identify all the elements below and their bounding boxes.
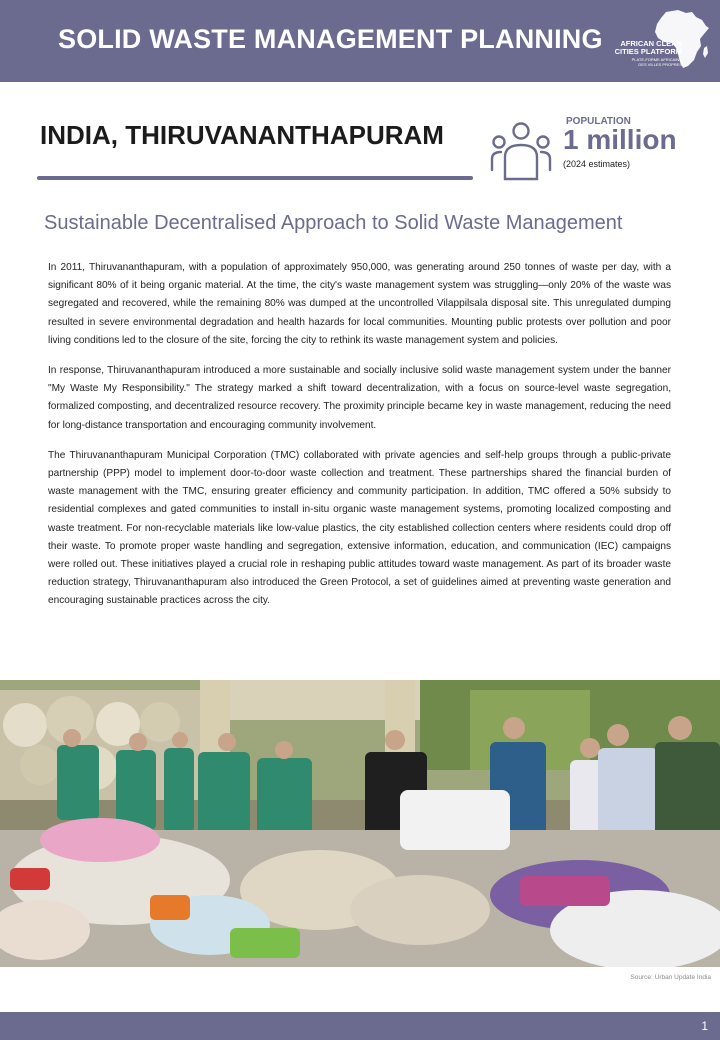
population-label: POPULATION (566, 116, 631, 127)
header-title: SOLID WASTE MANAGEMENT PLANNING (58, 24, 603, 54)
logo-line-1: AFRICAN CLEAN (620, 39, 682, 48)
logo-title (612, 40, 682, 56)
city-title: INDIA, THIRUVANANTHAPURAM (40, 120, 444, 150)
logo-line-2: CITIES PLATFORM (614, 47, 682, 56)
logo-sub-line-2: DES VILLES PROPRES (638, 61, 682, 67)
people-group-icon (490, 121, 552, 181)
page-number: 1 (701, 1019, 708, 1033)
waste-sorting-photo (0, 680, 720, 967)
title-underline (37, 176, 473, 180)
section-subtitle: Sustainable Decentralised Approach to Solid Waste Management (44, 212, 623, 234)
photo-source: Source: Urban Update India (630, 974, 711, 981)
page-header (0, 0, 720, 82)
logo-sub-line-1: PLATE-FORME AFRICAINE (631, 57, 682, 62)
population-value: 1 million (563, 124, 677, 155)
paragraph-2: In response, Thiruvananthapuram introduced a more sustainable and socially inclusive solid waste management system under the banner "My Waste My Responsibility." The strategy marked a shift toward decentralization, with a focus on source-level waste segregation, formalized composting, and decentralized resource recovery. The proximity principle became key in waste management, reducing the need for long-distance transportation and encouraging community involvement. (48, 365, 671, 431)
page-footer (0, 1012, 720, 1040)
logo-subtitle (612, 58, 682, 67)
body-text (48, 259, 671, 623)
paragraph-1: In 2011, Thiruvananthapuram, with a population of approximately 950,000, was generating around 250 tonnes of waste per day, with a significant 80% of it being organic material. At the time, the city's waste management system was struggling—only 20% of the waste was segregated and recovered, while the remaining 80% was dumped at the uncontrolled Vilappilsala disposal site. This unregulated dumping resulted in severe environmental degradation and health hazards for local communities. Mounting public protests over pollution and poor living conditions led to the closure of the site, forcing the city to rethink its waste management system and policies. (48, 262, 671, 346)
population-note: (2024 estimates) (563, 159, 631, 169)
paragraph-3: The Thiruvananthapuram Municipal Corporation (TMC) collaborated with private agencies and self-help groups through a public-private partnership (PPP) model to implement door-to-door waste collection and treatment. These partnerships shared the financial burden of waste management with the TMC, ensuring greater efficiency and community participation. In addition, TMC offered a 50% subsidy to residential complexes and gated communities to install in-situ organic waste management systems, promoting localized composting and waste treatment. For non-recyclable materials like low-value plastics, the city established collection centers where residents could drop off their waste. To promote proper waste handling and segregation, extensive information, education, and communication (IEC) campaigns were rolled out. These initiatives played a crucial role in reshaping public attitudes toward waste management. As part of its broader waste reduction strategy, Thiruvananthapuram also introduced the Green Protocol, a set of guidelines aimed at preventing waste generation and encouraging sustainable practices across the city. (48, 449, 671, 607)
acc-platform-logo (612, 8, 712, 76)
